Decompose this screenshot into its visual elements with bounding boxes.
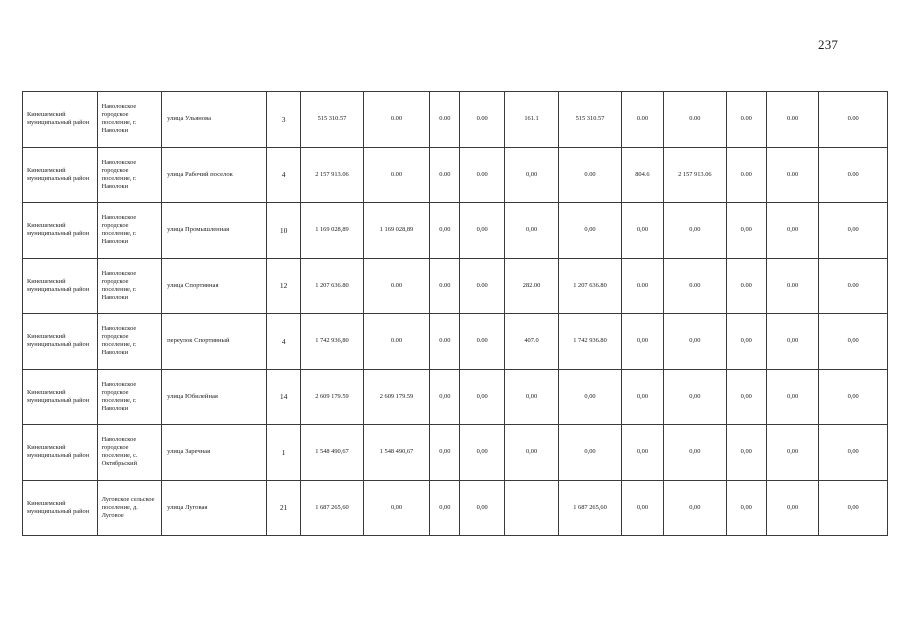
value-cell-7: 0,00 xyxy=(664,480,727,536)
value-cell-5: 0,00 xyxy=(559,425,622,481)
total-cell: 2 157 913.06 xyxy=(301,147,364,203)
value-cell-9: 0,00 xyxy=(766,314,818,370)
value-cell-2: 0.00 xyxy=(430,314,460,370)
value-cell-7: 0,00 xyxy=(664,369,727,425)
count-cell: 4 xyxy=(266,147,300,203)
value-cell-6: 0.00 xyxy=(621,92,663,148)
table-row xyxy=(23,425,888,481)
value-cell-10: 0.00 xyxy=(819,258,888,314)
value-cell-3: 0.00 xyxy=(460,92,504,148)
value-cell-8: 0,00 xyxy=(726,480,766,536)
value-cell-2: 0,00 xyxy=(430,203,460,259)
settlement-cell: Наволокское городское поселение, г. Наволоки xyxy=(97,258,162,314)
district-cell: Кинешемский муниципальный район xyxy=(23,92,98,148)
district-cell: Кинешемский муниципальный район xyxy=(23,425,98,481)
value-cell-7: 0,00 xyxy=(664,314,727,370)
settlement-cell: Наволокское городское поселение, г. Наволоки xyxy=(97,369,162,425)
value-cell-6: 0,00 xyxy=(621,203,663,259)
street-cell: улица Рабочий поселок xyxy=(162,147,267,203)
table-body xyxy=(23,92,888,536)
value-cell-10: 0,00 xyxy=(819,203,888,259)
table-row xyxy=(23,92,888,148)
table-row xyxy=(23,314,888,370)
value-cell-6: 804.6 xyxy=(621,147,663,203)
value-cell-2: 0,00 xyxy=(430,369,460,425)
district-cell: Кинешемский муниципальный район xyxy=(23,314,98,370)
count-cell: 14 xyxy=(266,369,300,425)
table-row xyxy=(23,480,888,536)
value-cell-1: 0.00 xyxy=(363,258,430,314)
value-cell-3: 0,00 xyxy=(460,480,504,536)
value-cell-5: 1 742 936.80 xyxy=(559,314,622,370)
value-cell-1: 0.00 xyxy=(363,314,430,370)
total-cell: 1 742 936,80 xyxy=(301,314,364,370)
value-cell-1: 2 609 179.59 xyxy=(363,369,430,425)
street-cell: улица Спортивная xyxy=(162,258,267,314)
value-cell-6: 0,00 xyxy=(621,369,663,425)
value-cell-2: 0.00 xyxy=(430,147,460,203)
total-cell: 2 609 179.59 xyxy=(301,369,364,425)
value-cell-8: 0,00 xyxy=(726,425,766,481)
district-cell: Кинешемский муниципальный район xyxy=(23,147,98,203)
value-cell-4: 0,00 xyxy=(504,369,558,425)
value-cell-5: 0,00 xyxy=(559,203,622,259)
settlement-cell: Наволокское городское поселение, г. Наволоки xyxy=(97,314,162,370)
value-cell-8: 0,00 xyxy=(726,369,766,425)
value-cell-10: 0.00 xyxy=(819,92,888,148)
settlement-cell: Луговское сельское поселение, д. Луговое xyxy=(97,480,162,536)
data-table xyxy=(22,91,888,536)
value-cell-8: 0.00 xyxy=(726,92,766,148)
street-cell: улица Заречная xyxy=(162,425,267,481)
district-cell: Кинешемский муниципальный район xyxy=(23,480,98,536)
value-cell-6: 0,00 xyxy=(621,314,663,370)
value-cell-4: 407.0 xyxy=(504,314,558,370)
settlement-cell: Наволокское городское поселение, г. Наволоки xyxy=(97,203,162,259)
value-cell-7: 0,00 xyxy=(664,425,727,481)
value-cell-8: 0,00 xyxy=(726,314,766,370)
table-row xyxy=(23,203,888,259)
settlement-cell: Наволокское городское поселение, с. Октябрьский xyxy=(97,425,162,481)
value-cell-7: 2 157 913.06 xyxy=(664,147,727,203)
settlement-cell: Наволокское городское поселение, г. Наволоки xyxy=(97,92,162,148)
total-cell: 1 548 490,67 xyxy=(301,425,364,481)
value-cell-1: 0.00 xyxy=(363,92,430,148)
district-cell: Кинешемский муниципальный район xyxy=(23,203,98,259)
value-cell-4: 0,00 xyxy=(504,425,558,481)
value-cell-3: 0.00 xyxy=(460,314,504,370)
page-number: 237 xyxy=(818,37,839,52)
value-cell-4: 0,00 xyxy=(504,147,558,203)
count-cell: 12 xyxy=(266,258,300,314)
value-cell-7: 0.00 xyxy=(664,258,727,314)
value-cell-9: 0.00 xyxy=(766,258,818,314)
count-cell: 21 xyxy=(266,480,300,536)
street-cell: улица Промышленная xyxy=(162,203,267,259)
value-cell-1: 1 548 490,67 xyxy=(363,425,430,481)
value-cell-9: 0,00 xyxy=(766,480,818,536)
value-cell-1: 0.00 xyxy=(363,147,430,203)
value-cell-9: 0,00 xyxy=(766,425,818,481)
value-cell-5: 1 207 636.80 xyxy=(559,258,622,314)
value-cell-10: 0,00 xyxy=(819,314,888,370)
value-cell-3: 0,00 xyxy=(460,203,504,259)
value-cell-6: 0,00 xyxy=(621,425,663,481)
value-cell-3: 0,00 xyxy=(460,369,504,425)
value-cell-8: 0.00 xyxy=(726,147,766,203)
street-cell: улица Луговая xyxy=(162,480,267,536)
value-cell-8: 0.00 xyxy=(726,258,766,314)
value-cell-5: 0,00 xyxy=(559,369,622,425)
value-cell-2: 0.00 xyxy=(430,92,460,148)
value-cell-10: 0,00 xyxy=(819,425,888,481)
value-cell-9: 0,00 xyxy=(766,369,818,425)
value-cell-5: 515 310.57 xyxy=(559,92,622,148)
value-cell-9: 0.00 xyxy=(766,147,818,203)
value-cell-3: 0.00 xyxy=(460,147,504,203)
table-row xyxy=(23,147,888,203)
count-cell: 1 xyxy=(266,425,300,481)
district-cell: Кинешемский муниципальный район xyxy=(23,369,98,425)
value-cell-4: 161.1 xyxy=(504,92,558,148)
value-cell-8: 0,00 xyxy=(726,203,766,259)
count-cell: 3 xyxy=(266,92,300,148)
settlement-cell: Наволокское городское поселение, г. Наволоки xyxy=(97,147,162,203)
value-cell-3: 0.00 xyxy=(460,258,504,314)
total-cell: 1 687 265,60 xyxy=(301,480,364,536)
total-cell: 1 207 636.80 xyxy=(301,258,364,314)
value-cell-6: 0,00 xyxy=(621,480,663,536)
value-cell-4: 0,00 xyxy=(504,203,558,259)
value-cell-3: 0,00 xyxy=(460,425,504,481)
street-cell: переулок Спортивный xyxy=(162,314,267,370)
value-cell-10: 0,00 xyxy=(819,369,888,425)
count-cell: 4 xyxy=(266,314,300,370)
count-cell: 10 xyxy=(266,203,300,259)
table-row xyxy=(23,369,888,425)
value-cell-2: 0,00 xyxy=(430,480,460,536)
value-cell-4 xyxy=(504,480,558,536)
total-cell: 515 310.57 xyxy=(301,92,364,148)
value-cell-2: 0,00 xyxy=(430,425,460,481)
value-cell-9: 0,00 xyxy=(766,203,818,259)
table-row xyxy=(23,258,888,314)
value-cell-6: 0.00 xyxy=(621,258,663,314)
value-cell-7: 0,00 xyxy=(664,203,727,259)
total-cell: 1 169 028,89 xyxy=(301,203,364,259)
district-cell: Кинешемский муниципальный район xyxy=(23,258,98,314)
value-cell-10: 0.00 xyxy=(819,147,888,203)
value-cell-4: 282.00 xyxy=(504,258,558,314)
value-cell-1: 1 169 028,89 xyxy=(363,203,430,259)
street-cell: улица Ульянова xyxy=(162,92,267,148)
value-cell-2: 0.00 xyxy=(430,258,460,314)
value-cell-5: 0.00 xyxy=(559,147,622,203)
value-cell-1: 0,00 xyxy=(363,480,430,536)
value-cell-7: 0.00 xyxy=(664,92,727,148)
value-cell-10: 0,00 xyxy=(819,480,888,536)
street-cell: улица Юбилейная xyxy=(162,369,267,425)
value-cell-9: 0.00 xyxy=(766,92,818,148)
value-cell-5: 1 687 265,60 xyxy=(559,480,622,536)
